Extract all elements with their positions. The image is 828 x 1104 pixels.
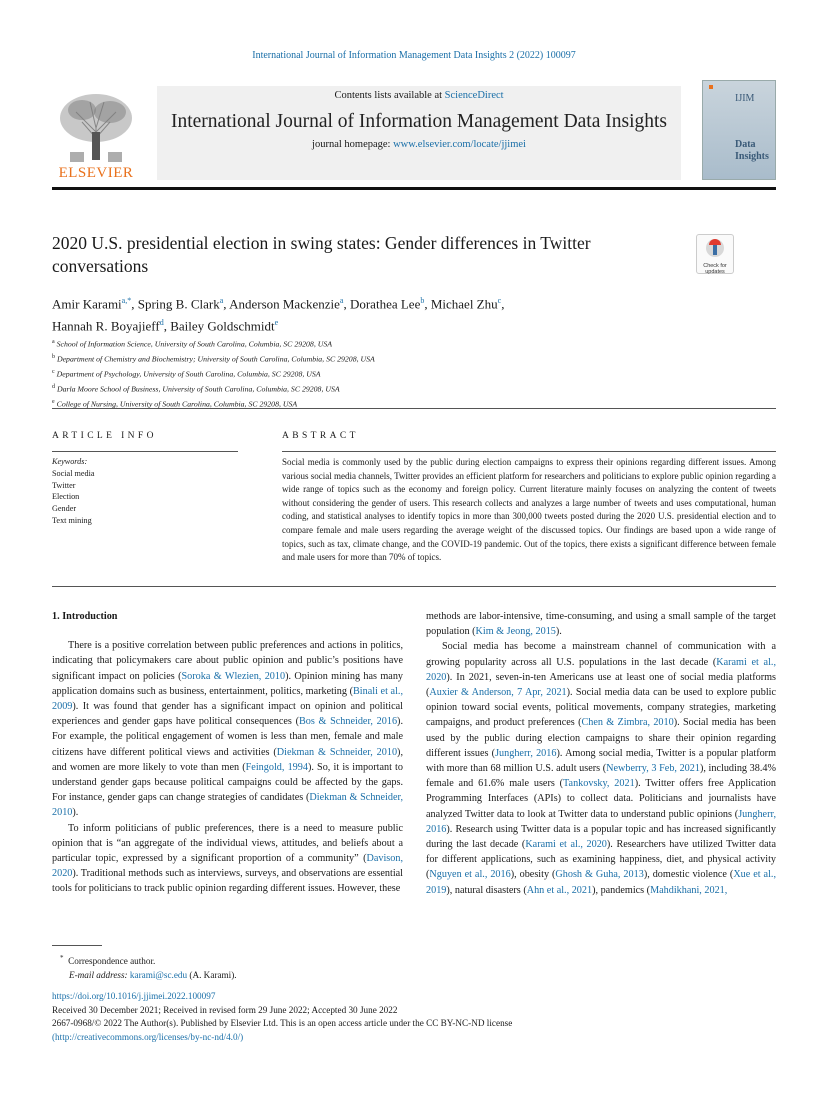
footnote — [60, 952, 460, 982]
doi-link[interactable]: https://doi.org/10.1016/j.jjimei.2022.100097 — [52, 991, 216, 1001]
citation-link[interactable]: Ahn et al., 2021 — [526, 884, 593, 896]
citation-link[interactable]: Tankovsky, 2021 — [563, 778, 635, 790]
journal-cover-image — [702, 80, 776, 180]
affiliation-item — [52, 381, 772, 396]
author-affiliation-marker[interactable]: d — [159, 318, 164, 328]
check-for-updates-button[interactable] — [696, 234, 734, 274]
email-label: E-mail address: — [69, 969, 128, 980]
citation-link[interactable]: Ghosh & Guha, 2013 — [555, 869, 644, 881]
affiliation-marker: e — [52, 398, 55, 405]
citation-link[interactable]: Binali et al., 2009 — [52, 685, 403, 713]
abstract-rule — [282, 451, 776, 452]
author-name: Anderson Mackenzie — [229, 296, 340, 312]
citation-link[interactable]: Auxier & Anderson, 7 Apr, 2021 — [429, 687, 567, 699]
author-affiliation-marker[interactable]: b — [420, 296, 425, 305]
affiliation-item — [52, 366, 772, 381]
email-line — [60, 969, 460, 983]
affiliation-list — [52, 336, 772, 410]
cover-acronym: IJIM — [735, 93, 755, 104]
contents-prefix: Contents lists available at — [334, 90, 443, 101]
affiliation-marker: c — [52, 368, 55, 375]
email-suffix: (A. Karami). — [189, 969, 237, 980]
abstract-heading: ABSTRACT — [282, 431, 359, 441]
journal-homepage-link[interactable]: www.elsevier.com/locate/jjimei — [393, 139, 526, 150]
license-link[interactable]: (http://creativecommons.org/licenses/by-nc-nd/4.0/) — [52, 1031, 244, 1042]
citation-link[interactable]: Bos & Schneider, 2016 — [298, 716, 398, 728]
citation-link[interactable]: Diekman & Schneider, 2010 — [276, 746, 398, 758]
keyword-item: Election — [52, 492, 80, 502]
crossmark-line1: Check for — [703, 263, 727, 269]
affiliation-text: School of Information Science, University of South Carolina, Columbia, SC 29208, USA — [54, 339, 333, 349]
divider — [52, 586, 776, 587]
author-name: Michael Zhu — [430, 296, 498, 312]
keyword-item: Social media — [52, 468, 95, 478]
keyword-item: Gender — [52, 504, 77, 514]
article-title: 2020 U.S. presidential election in swing states: Gender differences in Twitter conversations — [52, 233, 591, 276]
affiliation-text: Department of Psychology, University of South Carolina, Columbia, SC 29208, USA — [54, 369, 321, 379]
body-column-left — [52, 609, 403, 897]
author-name: Bailey Goldschmidt — [170, 318, 275, 334]
author-name: Spring B. Clark — [137, 296, 220, 312]
citation-link[interactable]: Karami et al., 2020 — [426, 656, 776, 683]
elsevier-logo — [52, 88, 140, 180]
affiliation-text: Department of Chemistry and Biochemistry; University of South Carolina, Columbia, SC 29208, USA — [55, 354, 375, 364]
keywords-block — [52, 456, 238, 527]
license-text: 2667-0968/© 2022 The Author(s). Published by Elsevier Ltd. This is an open access article under the CC BY-NC-ND license — [52, 1018, 513, 1029]
affiliation-marker: b — [52, 353, 55, 360]
author-affiliation-marker[interactable]: a — [339, 296, 344, 305]
affiliation-text: Darla Moore School of Business, University of South Carolina, Columbia, SC 29208, USA — [55, 384, 340, 394]
citation-link[interactable]: Newberry, 3 Feb, 2021 — [606, 763, 700, 775]
contents-line — [157, 90, 681, 101]
header-rule — [52, 187, 776, 190]
citation-link[interactable]: Jungherr, 2016 — [495, 747, 557, 759]
author-list: Amir Karami$^{a,*}$, Spring B. Clark$^a$, Anderson Mackenzie$^a$, Dorathea Lee$^b$, Michael Zhu$^c$, Hannah R. Boyajieff$^d$, Bailey Goldschmidt$^e$ — [52, 296, 505, 334]
cover-mark-icon — [709, 85, 713, 89]
paragraph: There is a positive correlation between public preferences and actions in politics, indicating that policymakers care about public opinion and public’s positions have significant impact on policies (Soroka & Wlezien, 2010). Opinion mining has many application domains such as business, entertainment, politics, marketing (Binali et al., 2009). It was found that gender has a significant impact on opinion and political experiences and gender gaps have political consequences (Bos & Schneider, 2016). For example, the political engagement of women is less than men, female and male citizens have different political views and activities (Diekman & Schneider, 2010), and women are more likely to vote than men (Feingold, 1994). So, it is important to understand gender gaps because political campaigns could be affected by the gaps. For instance, gender gaps can change strategies of candidates (Diekman & Schneider, 2010). — [52, 640, 404, 819]
cover-line2: Insights — [735, 151, 769, 162]
affiliation-item — [52, 351, 772, 366]
section-heading: 1. Introduction — [52, 611, 118, 622]
keyword-item: Twitter — [52, 480, 76, 490]
citation-link[interactable]: Davison, 2020 — [52, 853, 403, 880]
author-affiliation-marker[interactable]: a — [219, 296, 224, 305]
body-column-right — [426, 609, 776, 898]
keywords-list — [52, 468, 238, 527]
paragraph: Social media has become a mainstream channel of communication with a growing popularity across all U.S. populations in the last decade (Karami et al., 2020). In 2021, seven-in-ten Americans use at least one of social media platforms (Auxier & Anderson, 7 Apr, 2021). Social media data can be used to explore public opinion toward social events, political movements, company strategies, marketing campaigns, and product preferences (Chen & Zimbra, 2010). Social media has been used by the public during election campaigns to share their opinion regarding different issues (Jungherr, 2016). Among social media, Twitter is a popular platform with more than 68 million U.S. adult users (Newberry, 3 Feb, 2021), including 38.4% female and 61.6% male users (Tankovsky, 2021). Twitter offers free Application Programming Interfaces (APIs) to collect data. Politicians and journalists have analyzed Twitter data to look at Twitter data to understand public opinions (Jungherr, 2016). Research using Twitter data is a popular topic and has increased significantly during the last decade (Karami et al., 2020). Researchers have utilized Twitter data for different applications, such as examining happiness, diet, and physical activity (Nguyen et al., 2016), obesity (Ghosh & Guha, 2013), domestic violence (Xue et al., 2019), natural disasters (Ahn et al., 2021), pandemics (Mahdikhani, 2021, — [426, 641, 777, 896]
footnote-marker: * — [60, 954, 64, 962]
homepage-line — [157, 139, 681, 150]
keywords-label: Keywords: — [52, 457, 88, 466]
author-name: Hannah R. Boyajieff — [52, 318, 160, 334]
correspondence-note — [60, 952, 460, 969]
keyword-item: Text mining — [52, 515, 92, 525]
journal-header-box — [157, 86, 681, 180]
affiliation-item — [52, 336, 772, 351]
author-name: Amir Karami — [52, 296, 122, 312]
sciencedirect-link[interactable]: ScienceDirect — [444, 90, 504, 101]
cover-line1: Data — [735, 139, 756, 150]
affiliation-marker: d — [52, 383, 55, 390]
citation-link[interactable]: Xue et al., 2019 — [426, 869, 777, 896]
citation-link[interactable]: Kim & Jeong, 2015 — [475, 626, 556, 638]
crossmark-text — [697, 263, 733, 275]
crossmark-line2: updates — [705, 269, 725, 275]
article-metadata — [52, 990, 776, 1044]
author-affiliation-marker[interactable]: e — [274, 318, 279, 328]
citation-link[interactable]: Diekman & Schneider, 2010 — [52, 792, 404, 819]
affiliation-marker: a — [52, 339, 55, 345]
journal-title: International Journal of Information Management Data Insights — [170, 111, 668, 132]
author-name: Dorathea Lee — [349, 296, 421, 312]
journal-citation-link[interactable]: International Journal of Information Management Data Insights 2 (2022) 100097 — [252, 50, 576, 61]
paragraph: methods are labor-intensive, time-consuming, and using a small sample of the target population (Kim & Jeong, 2015). — [426, 611, 776, 638]
paragraph: To inform politicians of public preferences, there is a need to measure public opinion that is “an aggregate of the individual views, attitudes, and beliefs about a particular topic, expressed by a significant proportion of a community” (Davison, 2020). Traditional methods such as interviews, surveys, and observations are essential tools for politicians to track public opinion regarding different issues. However, these — [52, 822, 403, 895]
affiliation-text: College of Nursing, University of South Carolina, Columbia, SC 29208, USA — [54, 399, 298, 409]
homepage-prefix: journal homepage: — [312, 139, 391, 150]
citation-link[interactable]: Soroka & Wlezien, 2010 — [181, 670, 286, 682]
received-dates: Received 30 December 2021; Received in revised form 29 June 2022; Accepted 30 June 2022 — [52, 1004, 398, 1015]
footnote-rule — [52, 945, 102, 946]
abstract-text: Social media is commonly used by the public during election campaigns to express their opinions regarding different issues. Among various social media channels, Twitter provides an efficient platform for researchers and politicians to explore public opinion regarding a wide range of topics such as the economy and foreign policy. Current literature mainly focuses on analyzing the content of tweets without considering the gender of users. This research collects and analyzes a large number of tweets and uses computational, human coding, and statistical analyses to identify topics in more than 300,000 tweets posted during the 2020 U.S. presidential election and to compare female and male users regarding the average weight of the discussed topics. Our findings are based upon a wide range of topics, such as tax, climate change, and the COVID-19 pandemic. Out of the topics, there exists a significant difference between female and male users for more than 70% of topics. — [282, 457, 776, 563]
email-link[interactable]: karami@sc.edu — [129, 969, 188, 980]
citation-link[interactable]: Nguyen et al., 2016 — [429, 869, 511, 881]
author-affiliation-marker[interactable]: a,* — [121, 296, 132, 305]
divider — [52, 408, 776, 409]
citation-link[interactable]: Mahdikhani, 2021, — [650, 884, 728, 896]
citation-link[interactable]: Jungherr, 2016 — [426, 808, 776, 835]
publisher-name: ELSEVIER — [58, 165, 134, 181]
article-info-rule — [52, 451, 238, 452]
citation-link[interactable]: Chen & Zimbra, 2010 — [581, 717, 674, 729]
citation-link[interactable]: Feingold, 1994 — [245, 761, 308, 773]
citation-link[interactable]: Karami et al., 2020 — [525, 839, 607, 851]
article-info-heading: ARTICLE INFO — [52, 431, 157, 441]
correspondence-text: Correspondence author. — [68, 956, 156, 967]
crossmark-icon — [705, 238, 725, 258]
author-affiliation-marker[interactable]: c — [497, 296, 502, 305]
